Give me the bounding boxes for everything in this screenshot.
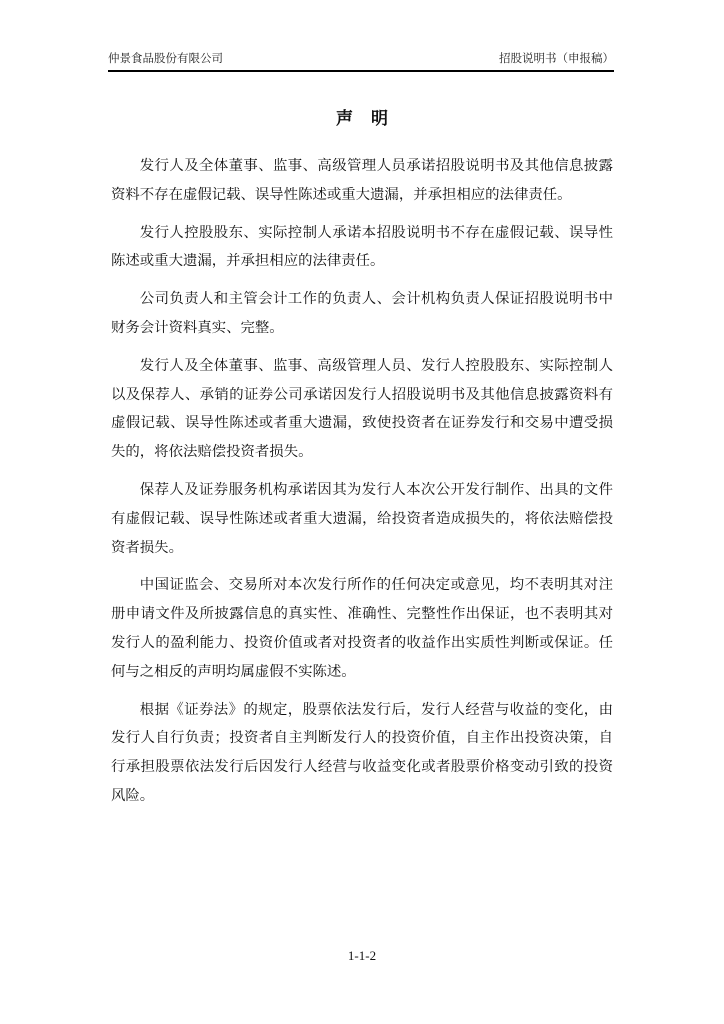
paragraph-regulator-disclaimer: 中国证监会、交易所对本次发行所作的任何决定或意见，均不表明其对注册申请文件及所披露信息的真实性、准确性、完整性作出保证，也不表明其对发行人的盈利能力、投资价值或者对投资者的收益作出实质性判断或保证。任何与之相反的声明均属虚假不实陈述。: [111, 577, 613, 680]
page-number: 1-1-2: [347, 948, 377, 963]
paragraph-investment-risk: 根据《证券法》的规定，股票依法发行后，发行人经营与收益的变化，由发行人自行负责；投资者自主判断发行人的投资价值，自主作出投资决策，自行承担股票依法发行后因发行人经营与收益变化或者股票价格变动引致的投资风险。: [111, 701, 613, 804]
page-title: 声明: [336, 109, 406, 129]
company-name: 仲景食品股份有限公司: [108, 51, 223, 65]
paragraph-issuer-commitment: 发行人及全体董事、监事、高级管理人员承诺招股说明书及其他信息披露资料不存在虚假记载、误导性陈述或重大遗漏，并承担相应的法律责任。: [111, 158, 613, 203]
paragraph-accounting-guarantee: 公司负责人和主管会计工作的负责人、会计机构负责人保证招股说明书中财务会计资料真实、完整。: [111, 291, 613, 336]
page-header: [108, 50, 614, 68]
header-divider: [108, 70, 614, 72]
document-type: 招股说明书（申报稿）: [499, 51, 614, 65]
paragraph-sponsor-commitment: 保荐人及证券服务机构承诺因其为发行人本次公开发行制作、出具的文件有虚假记载、误导性陈述或者重大遗漏，给投资者造成损失的，将依法赔偿投资者损失。: [111, 481, 613, 556]
paragraph-controller-commitment: 发行人控股股东、实际控制人承诺本招股说明书不存在虚假记载、误导性陈述或重大遗漏，并承担相应的法律责任。: [111, 224, 613, 270]
declaration-body: [111, 152, 613, 820]
paragraph-compensation-commitment: 发行人及全体董事、监事、高级管理人员、发行人控股股东、实际控制人以及保荐人、承销的证券公司承诺因发行人招股说明书及其他信息披露资料有虚假记载、误导性陈述或者重大遗漏，致使投资者在证券发行和交易中遭受损失的，将依法赔偿投资者损失。: [111, 357, 613, 461]
